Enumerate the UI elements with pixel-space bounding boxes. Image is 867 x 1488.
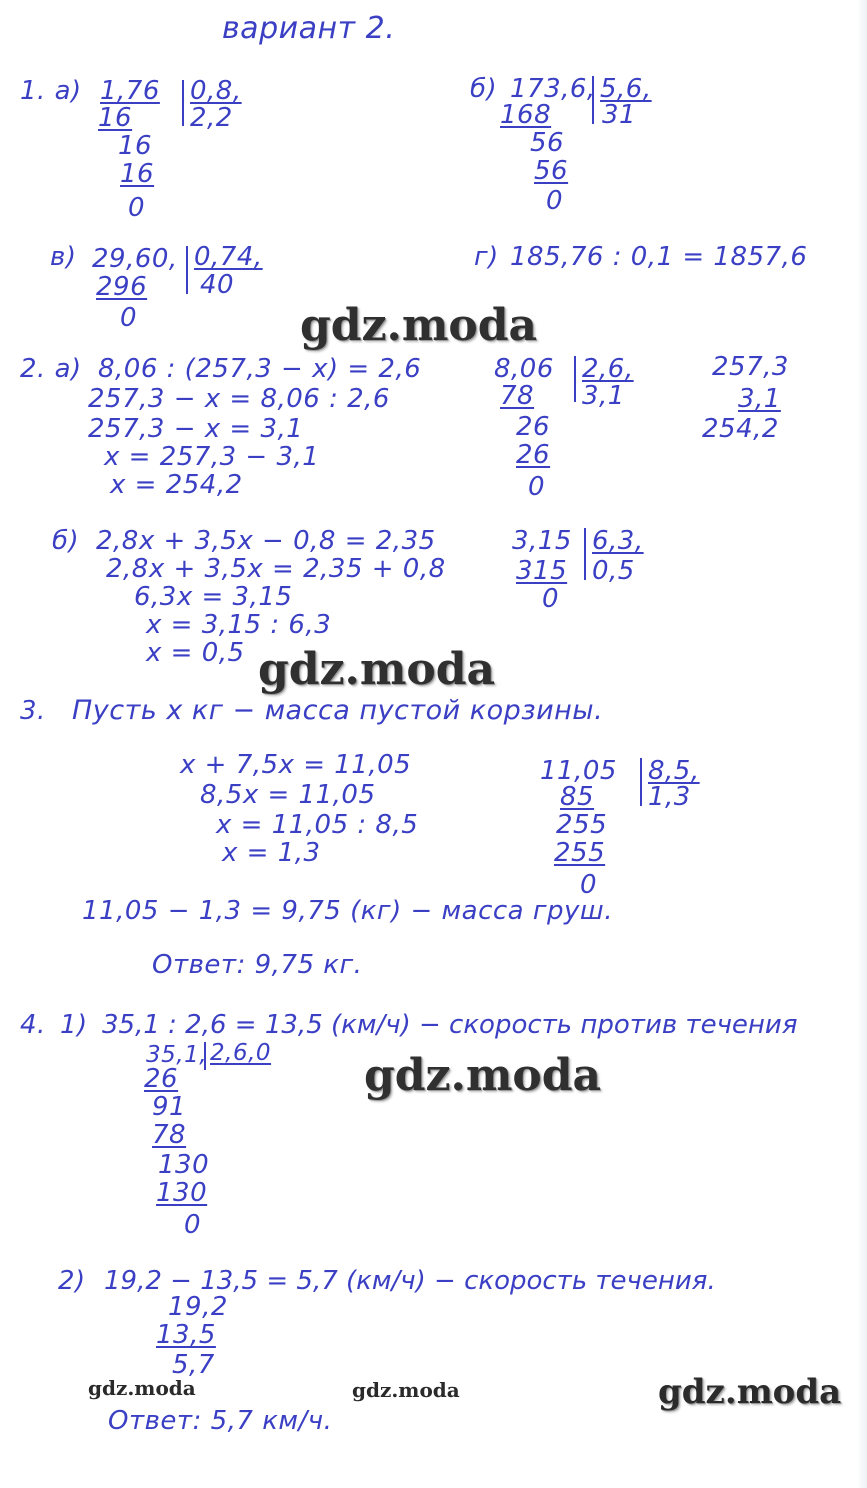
- task-2a-sub-minuend: 257,3: [712, 352, 789, 382]
- equation-line: 6,3x = 3,15: [134, 582, 293, 612]
- task-3-div-quotient: 1,3: [648, 782, 691, 812]
- task-2a-div-dividend: 8,06: [494, 354, 554, 384]
- task-2b-label: б): [52, 526, 80, 556]
- task-4-1-div-step: 78: [152, 1120, 187, 1150]
- task-1a-divisor: 0,8,: [190, 76, 242, 106]
- task-1a-step: 0: [128, 193, 146, 223]
- task-4-2-sub-result: 5,7: [172, 1350, 215, 1380]
- task-4-1-div-step: 0: [184, 1210, 202, 1240]
- equation-line: x + 7,5x = 11,05: [180, 750, 412, 780]
- equation-line: 8,5x = 11,05: [200, 780, 376, 810]
- task-2b-div-step: 0: [542, 584, 560, 614]
- task-1a-step: 16: [118, 131, 153, 161]
- task-1g-expression: 185,76 : 0,1 = 1857,6: [510, 242, 808, 272]
- task-3-div-step: 0: [580, 870, 598, 900]
- watermark: gdz.moda: [352, 1378, 460, 1402]
- task-4-1-div-step: 91: [152, 1092, 187, 1122]
- task-2a-label: 2. а): [20, 354, 82, 384]
- watermark: gdz.moda: [364, 1050, 602, 1101]
- task-2b-div-step: 315: [516, 556, 568, 586]
- task-1b-step: 56: [530, 128, 565, 158]
- task-4-1-div-step: 130: [158, 1150, 210, 1180]
- task-1a-dividend: 1,76: [100, 76, 160, 106]
- task-1v-dividend: 29,60,: [92, 244, 178, 274]
- page-title: вариант 2.: [222, 11, 396, 46]
- watermark: gdz.moda: [258, 644, 496, 695]
- task-3-result: 11,05 − 1,3 = 9,75 (кг) − масса груш.: [82, 896, 613, 926]
- task-1v-step: 0: [120, 303, 138, 333]
- task-3-label: 3.: [20, 696, 46, 726]
- task-1g-label: г): [474, 242, 499, 272]
- equation-line: x = 254,2: [110, 470, 243, 500]
- task-1b-quotient: 31: [602, 100, 637, 130]
- equation-line: 2,8x + 3,5x − 0,8 = 2,35: [96, 526, 436, 556]
- equation-line: 257,3 − x = 3,1: [88, 414, 304, 444]
- page-edge-shadow: [857, 0, 867, 1488]
- task-4-2-expression: 19,2 − 13,5 = 5,7 (км/ч) − скорость течения.: [104, 1266, 716, 1296]
- task-1b-dividend: 173,6,: [510, 74, 596, 104]
- task-1a-step: 16: [120, 159, 155, 189]
- division-bar: [584, 528, 586, 580]
- watermark: gdz.moda: [300, 300, 538, 351]
- equation-line: 2,8x + 3,5x = 2,35 + 0,8: [106, 554, 446, 584]
- task-1v-divisor: 0,74,: [194, 242, 263, 272]
- task-3-div-divisor: 8,5,: [648, 756, 700, 786]
- task-4-1-div-divisor: 2,6,0: [210, 1040, 272, 1066]
- task-4-2-sub-minuend: 19,2: [168, 1292, 228, 1322]
- task-2a-div-step: 26: [516, 440, 551, 470]
- task-1v-label: в): [50, 242, 77, 272]
- task-2a-sub-subtrahend: 3,1: [738, 384, 781, 414]
- division-bar: [186, 246, 188, 294]
- task-2a-div-divisor: 2,6,: [582, 354, 634, 384]
- task-1a-label: 1. а): [20, 76, 82, 106]
- task-1b-step: 168: [500, 100, 552, 130]
- equation-line: x = 11,05 : 8,5: [216, 810, 419, 840]
- division-bar: [592, 76, 594, 124]
- task-4-2-sub-subtrahend: 13,5: [156, 1320, 216, 1350]
- task-2a-div-step: 26: [516, 412, 551, 442]
- task-1b-step: 56: [534, 156, 569, 186]
- task-2a-sub-result: 254,2: [702, 414, 779, 444]
- task-4-1-div-step: 130: [156, 1178, 208, 1208]
- task-1a-quotient: 2,2: [190, 103, 233, 133]
- division-bar: [640, 758, 642, 806]
- task-2a-div-step: 0: [528, 472, 546, 502]
- task-3-div-step: 255: [556, 810, 608, 840]
- task-3-answer: Ответ: 9,75 кг.: [152, 950, 363, 980]
- task-4-answer: Ответ: 5,7 км/ч.: [108, 1406, 333, 1436]
- task-4-1-div-dividend: 35,1,: [146, 1042, 208, 1068]
- equation-line: x = 3,15 : 6,3: [146, 610, 332, 640]
- task-1v-quotient: 40: [200, 270, 235, 300]
- division-bar: [204, 1042, 206, 1070]
- task-3-intro: Пусть x кг − масса пустой корзины.: [72, 695, 604, 726]
- task-4-1-label: 1): [60, 1010, 88, 1040]
- task-4-1-expression: 35,1 : 2,6 = 13,5 (км/ч) − скорость против течения: [102, 1010, 798, 1040]
- task-3-div-step: 255: [554, 838, 606, 868]
- task-2b-div-quotient: 0,5: [592, 556, 635, 586]
- task-1a-step: 16: [98, 103, 133, 133]
- task-1b-step: 0: [546, 186, 564, 216]
- division-bar: [574, 356, 576, 402]
- equation-line: x = 257,3 − 3,1: [104, 442, 320, 472]
- task-2b-div-divisor: 6,3,: [592, 526, 644, 556]
- task-2b-div-dividend: 3,15: [512, 526, 572, 556]
- task-3-div-dividend: 11,05: [540, 756, 617, 786]
- watermark: gdz.moda: [658, 1372, 842, 1412]
- task-4-label: 4.: [20, 1010, 46, 1040]
- task-1v-step: 296: [96, 272, 148, 302]
- task-4-2-label: 2): [58, 1266, 86, 1296]
- task-1b-label: б): [470, 74, 498, 104]
- task-1b-divisor: 5,6,: [600, 74, 652, 104]
- watermark: gdz.moda: [88, 1376, 196, 1400]
- task-2a-div-step: 78: [500, 381, 535, 411]
- equation-line: x = 1,3: [222, 838, 321, 868]
- task-3-div-step: 85: [560, 782, 595, 812]
- equation-line: x = 0,5: [146, 638, 245, 668]
- task-2a-div-quotient: 3,1: [582, 381, 625, 411]
- equation-line: 8,06 : (257,3 − x) = 2,6: [98, 354, 422, 384]
- division-bar: [182, 80, 184, 126]
- equation-line: 257,3 − x = 8,06 : 2,6: [88, 384, 390, 414]
- task-4-1-div-step: 26: [144, 1064, 179, 1094]
